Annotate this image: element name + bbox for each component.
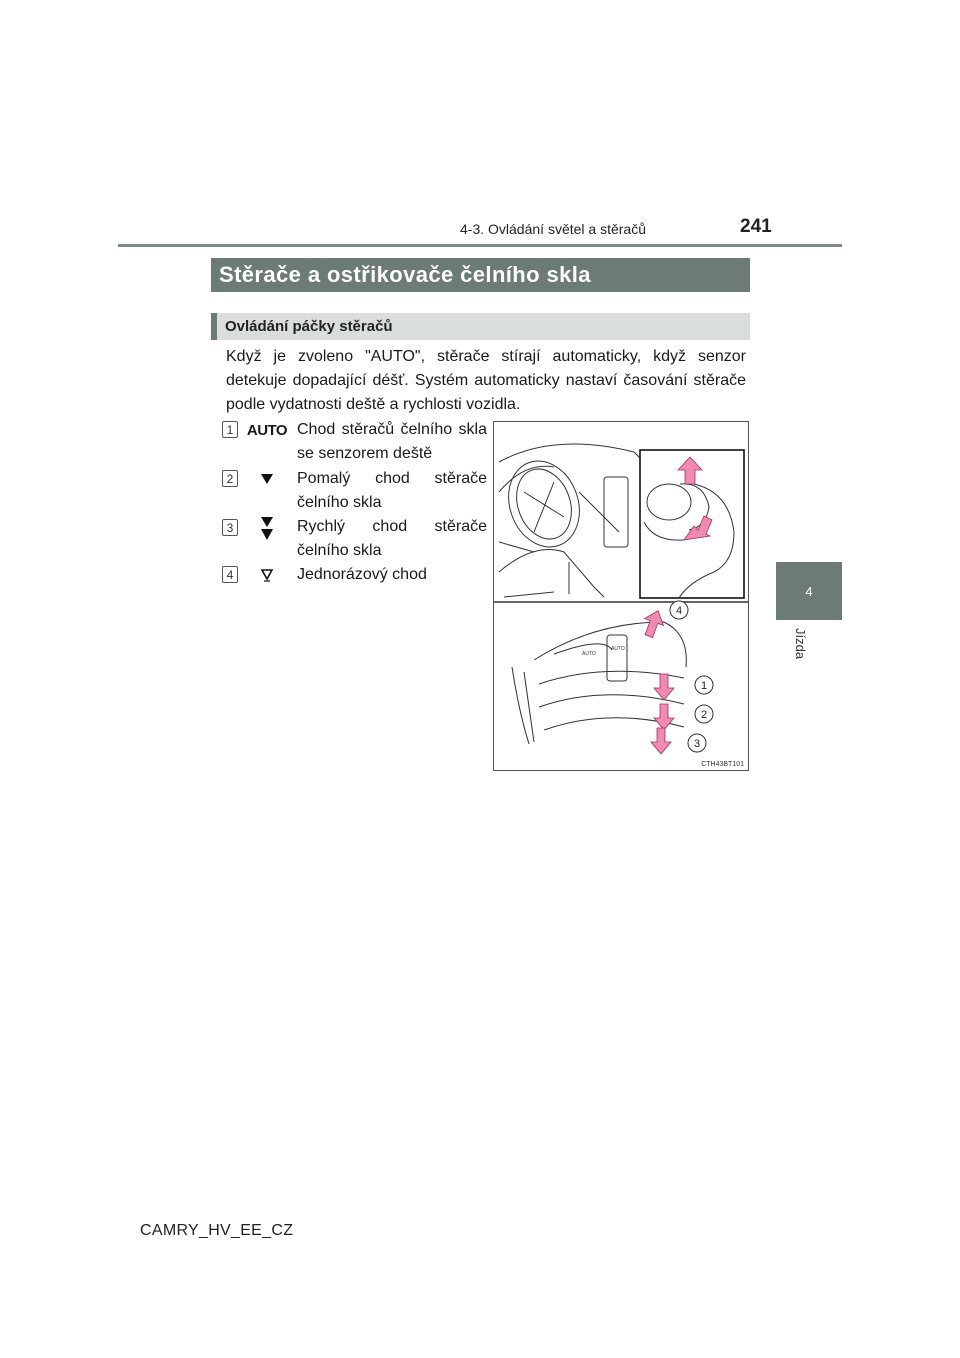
item-number-4: 4: [222, 566, 238, 583]
chapter-number: 4: [805, 583, 813, 599]
illustration-svg: [494, 422, 748, 770]
item-text-4: Jednorázový chod: [297, 566, 427, 583]
lever-label-auto-2: AUTO: [611, 646, 625, 652]
subsection-accent: [211, 313, 217, 340]
callout-1: 1: [700, 680, 708, 692]
item-text-3: Rychlý chod stěrače čelního skla: [297, 518, 487, 559]
item-text-2: Pomalý chod stěrače čelního skla: [297, 470, 487, 511]
running-header-section: 4-3. Ovládání světel a stěračů: [460, 221, 646, 237]
intro-paragraph: Když je zvoleno "AUTO", stěrače stírají automaticky, když senzor detekuje dopadající déšť. Systém automaticky nastaví časování stěrače podle vydatnosti deště a rychlosti vozidla.: [226, 348, 746, 413]
auto-label: AUTO: [246, 421, 288, 439]
chapter-label: Jízda: [793, 628, 808, 660]
document-code-footer: CAMRY_HV_EE_CZ: [140, 1222, 294, 1239]
chapter-tab: [776, 562, 842, 620]
item-number-1: 1: [222, 421, 238, 438]
single-down-triangle-icon: [245, 467, 289, 491]
figure-code: CTH43BT101: [701, 761, 744, 768]
subsection-title: Ovládání páčky stěračů: [225, 318, 393, 335]
wiper-lever-illustration: [493, 421, 749, 771]
item-text-1: Chod stěračů čelního skla se senzorem deště: [297, 421, 487, 462]
item-number-3: 3: [222, 519, 238, 536]
callout-4: 4: [675, 605, 683, 617]
header-rule: [118, 244, 842, 247]
mist-outline-triangle-icon: [245, 563, 289, 587]
lever-label-auto: AUTO: [582, 651, 596, 657]
subsection-bar: [211, 313, 750, 340]
section-title: Stěrače a ostřikovače čelního skla: [211, 258, 750, 292]
item-number-2: 2: [222, 470, 238, 487]
page-number: 241: [740, 216, 772, 237]
double-down-triangle-icon: [245, 514, 289, 544]
callout-2: 2: [700, 709, 708, 721]
callout-3: 3: [693, 738, 701, 750]
